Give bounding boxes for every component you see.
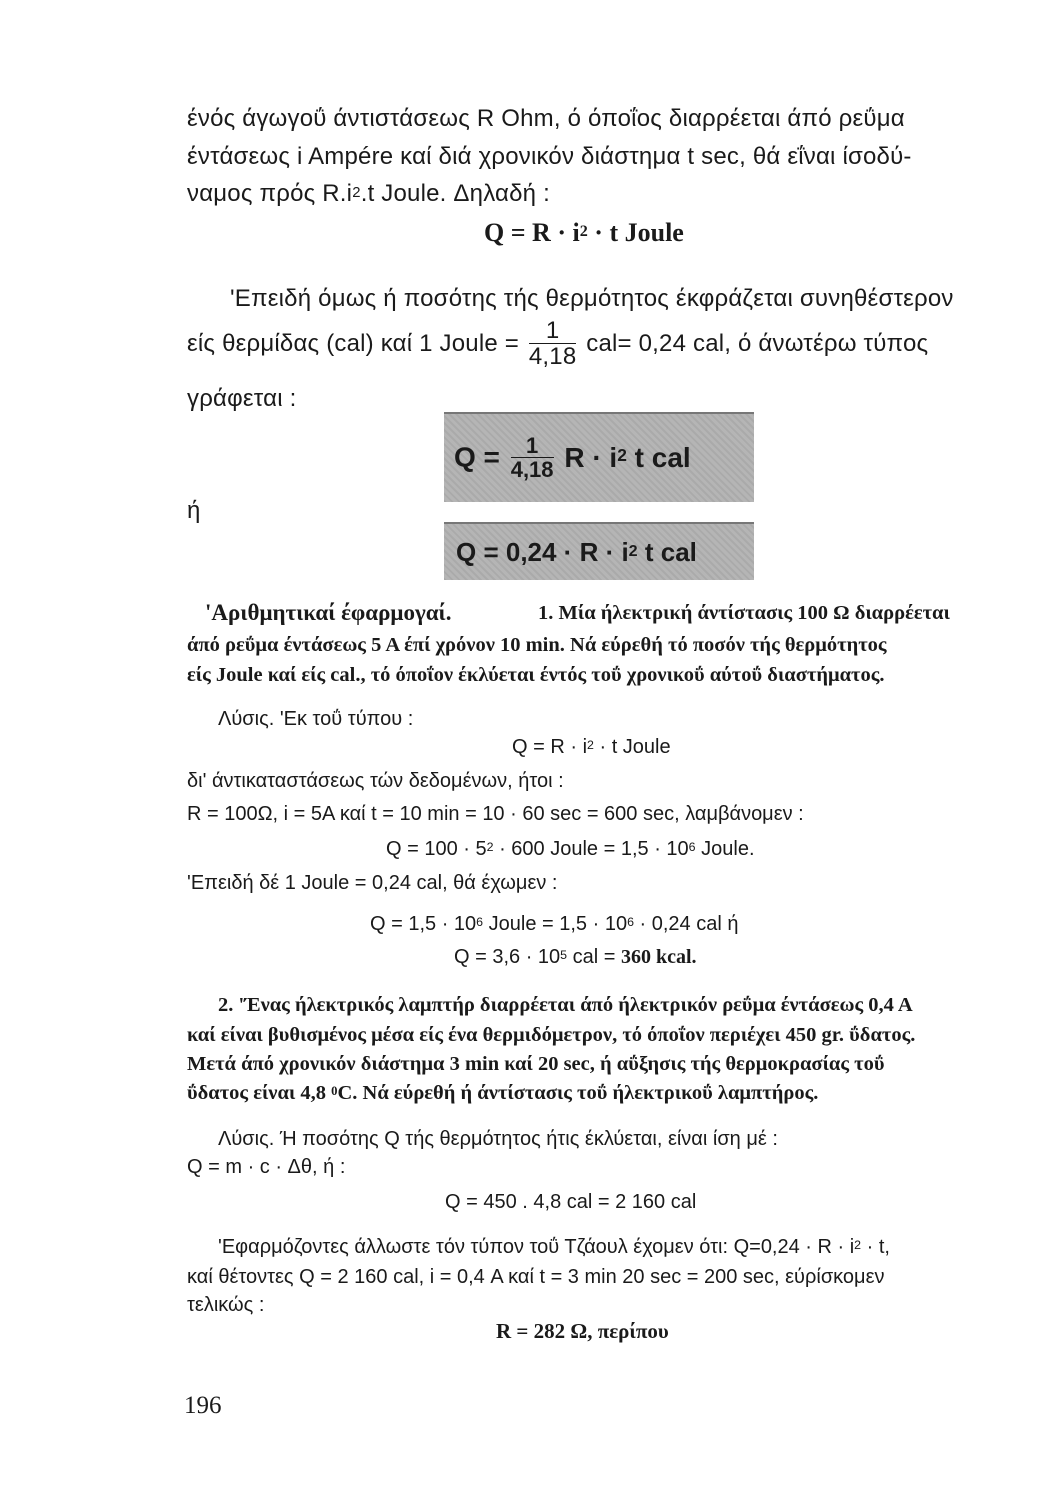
solution2-result: R = 282 Ω, περίπου — [496, 1319, 669, 1343]
example1-line-3: είς Joule καί είς cal., τό όποΐον έκλύεται έντός τοΰ χρονικοΰ αύτοΰ διαστήματος. — [187, 664, 885, 686]
example2-line-2: καί είναι βυθισμένος μέσα είς ένα θερμιδόμετρον, τό όποΐον περιέχει 450 gr. ΰδατος. — [187, 1024, 916, 1046]
fraction-1-over-4-18: $\frac{1}{4,18}$ — [528, 317, 577, 371]
solution2-formula: Q = 450 . 4,8 cal = 2 160 cal — [445, 1191, 697, 1213]
boxed-formula-cal-024: $Q = 0,24 \cdot R \cdot i^2$ t cal — [444, 522, 754, 580]
example1-heading: 'Αριθμητικαί έφαρμογαί. — [205, 600, 452, 625]
boxed-formula-cal-fraction: Q = $\frac{1}{4,18}$ $R \cdot i^2$ t cal — [444, 412, 754, 502]
solution1-result-kcal: $Q = 3,6 \cdot 10^5$ cal = 360 kcal. — [454, 946, 697, 968]
intro-line-2: έντάσεως i Ampére καί διά χρονικόν διάστημα t sec, θά εΐναι ίσοδύ- — [187, 143, 912, 170]
solution1-result-joule: $Q = 100 \cdot 5^2 \cdot 600$ Joule = $1,5 \cdot 10^6$ Joule. — [386, 838, 755, 860]
or-label: ή — [187, 497, 201, 524]
solution2-line-4: καί θέτοντες Q = 2 160 cal, i = 0,4 Α καί t = 3 min 20 sec = 200 sec, εύρίσκομεν — [187, 1266, 885, 1288]
solution1-substitution: δι' άντικαταστάσεως τών δεδομένων, ήτοι : — [187, 770, 564, 792]
page-number: 196 — [184, 1392, 222, 1419]
para2-line-1: 'Επειδή όμως ή ποσότης τής θερμότητος έκφράζεται συνηθέστερον — [230, 285, 954, 312]
solution1-values: R = 100Ω, i = 5A καί t = 10 min = 10 · 60 sec = 600 sec, λαμβάνομεν : — [187, 803, 804, 825]
solution1-formula: $Q = R \cdot i^2 \cdot t$ Joule — [512, 736, 671, 758]
solution1-since: 'Επειδή δέ 1 Joule = 0,24 cal, θά έχωμεν : — [187, 872, 558, 894]
example2-line-4: ΰδατος είναι 4,8 $^0$C. Νά εύρεθή ή άντίστασις τοΰ ήλεκτρικοΰ λαμπτήρος. — [187, 1082, 819, 1104]
para2-line-3: γράφεται : — [187, 385, 297, 412]
example1-line-2: άπό ρεΰμα έντάσεως 5 Α έπί χρόνον 10 min. Νά εύρεθή τό ποσόν τής θερμότητος — [187, 634, 887, 656]
solution2-line-3: 'Εφαρμόζοντες άλλωστε τόν τύπον τοΰ Τζάουλ έχομεν ότι: $Q=0,24 \cdot R \cdot i^2 \cdot t$, — [218, 1236, 890, 1258]
para2-line-2: είς θερμίδας (cal) καί 1 Joule = $\frac{1}{4,18}$ cal= 0,24 cal, ό άνωτέρω τύπος — [187, 317, 929, 371]
solution2-line-2: Q = m · c · Δθ, ή : — [187, 1156, 346, 1178]
solution2-line-5: τελικώς : — [187, 1294, 265, 1316]
intro-line-3: ναμος πρός $R.i^2.t$ Joule. Δηλαδή : — [187, 180, 550, 207]
example2-line-1: 2. 'Ένας ήλεκτρικός λαμπτήρ διαρρέεται άπό ήλεκτρικόν ρεΰμα έντάσεως 0,4 Α — [218, 994, 913, 1016]
example1-line-1: 1. Μία ήλεκτρική άντίστασις 100 Ω διαρρέεται — [538, 602, 950, 624]
solution2-line-1: Λύσις. Ή ποσότης Q τής θερμότητος ήτις έκλύεται, είναι ίση μέ : — [218, 1128, 778, 1150]
intro-line-1: ένός άγωγοΰ άντιστάσεως R Ohm, ό όποΐος διαρρέεται άπό ρεΰμα — [187, 105, 905, 132]
example2-line-3: Μετά άπό χρονικόν διάστημα 3 min καί 20 sec, ή αΰξησις τής θερμοκρασίας τοΰ — [187, 1053, 885, 1075]
solution1-conversion: $Q = 1,5 \cdot 10^6$ Joule = $1,5 \cdot 10^6 \cdot 0,24$ cal ή — [370, 913, 739, 935]
solution1-intro: Λύσις. 'Εκ τοΰ τύπου : — [218, 708, 414, 730]
formula-joule: $Q = R \cdot i^2 \cdot t$ Joule — [484, 218, 684, 247]
